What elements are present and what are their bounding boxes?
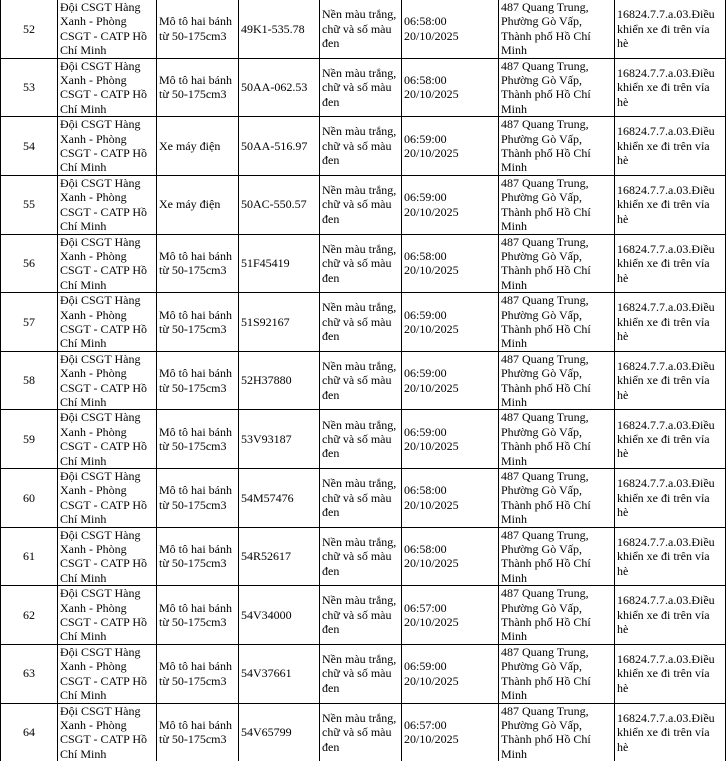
violation-time: 06:59:00 20/10/2025 (402, 117, 499, 176)
row-number: 55 (1, 175, 58, 234)
table-row (1, 703, 726, 761)
table-row (1, 410, 726, 469)
plate-color: Nền màu trắng, chữ và số màu đen (320, 351, 402, 410)
table-row (1, 0, 726, 58)
table-row (1, 234, 726, 293)
vehicle-type: Mô tô hai bánh từ 50-175cm3 (157, 293, 239, 352)
violation-location: 487 Quang Trung, Phường Gò Vấp, Thành phố Hồ Chí Minh (499, 703, 615, 761)
violation-time: 06:58:00 20/10/2025 (402, 234, 499, 293)
violation-time: 06:58:00 20/10/2025 (402, 0, 499, 58)
table-row (1, 175, 726, 234)
violation-location: 487 Quang Trung, Phường Gò Vấp, Thành phố Hồ Chí Minh (499, 527, 615, 586)
row-number: 59 (1, 410, 58, 469)
violation-description: 16824.7.7.a.03.Điều khiển xe đi trên vỉa hè (615, 58, 726, 117)
plate-color: Nền màu trắng, chữ và số màu đen (320, 175, 402, 234)
plate-color: Nền màu trắng, chữ và số màu đen (320, 58, 402, 117)
violation-description: 16824.7.7.a.03.Điều khiển xe đi trên vỉa hè (615, 117, 726, 176)
table-row (1, 586, 726, 645)
plate-color: Nền màu trắng, chữ và số màu đen (320, 234, 402, 293)
issuing-unit: Đội CSGT Hàng Xanh - Phòng CSGT - CATP Hồ Chí Minh (58, 410, 157, 469)
violation-description: 16824.7.7.a.03.Điều khiển xe đi trên vỉa hè (615, 703, 726, 761)
license-plate: 51F45419 (239, 234, 320, 293)
vehicle-type: Mô tô hai bánh từ 50-175cm3 (157, 0, 239, 58)
license-plate: 49K1-535.78 (239, 0, 320, 58)
table-row (1, 117, 726, 176)
issuing-unit: Đội CSGT Hàng Xanh - Phòng CSGT - CATP Hồ Chí Minh (58, 234, 157, 293)
table-row (1, 527, 726, 586)
row-number: 58 (1, 351, 58, 410)
plate-color: Nền màu trắng, chữ và số màu đen (320, 469, 402, 528)
license-plate: 53V93187 (239, 410, 320, 469)
violation-location: 487 Quang Trung, Phường Gò Vấp, Thành phố Hồ Chí Minh (499, 351, 615, 410)
vehicle-type: Xe máy điện (157, 175, 239, 234)
issuing-unit: Đội CSGT Hàng Xanh - Phòng CSGT - CATP Hồ Chí Minh (58, 58, 157, 117)
issuing-unit: Đội CSGT Hàng Xanh - Phòng CSGT - CATP Hồ Chí Minh (58, 469, 157, 528)
violation-description: 16824.7.7.a.03.Điều khiển xe đi trên vỉa hè (615, 644, 726, 703)
row-number: 57 (1, 293, 58, 352)
row-number: 60 (1, 469, 58, 528)
license-plate: 54M57476 (239, 469, 320, 528)
violation-description: 16824.7.7.a.03.Điều khiển xe đi trên vỉa hè (615, 293, 726, 352)
plate-color: Nền màu trắng, chữ và số màu đen (320, 0, 402, 58)
plate-color: Nền màu trắng, chữ và số màu đen (320, 117, 402, 176)
violation-description: 16824.7.7.a.03.Điều khiển xe đi trên vỉa hè (615, 410, 726, 469)
violation-time: 06:57:00 20/10/2025 (402, 703, 499, 761)
plate-color: Nền màu trắng, chữ và số màu đen (320, 644, 402, 703)
license-plate: 50AC-550.57 (239, 175, 320, 234)
vehicle-type: Mô tô hai bánh từ 50-175cm3 (157, 527, 239, 586)
row-number: 53 (1, 58, 58, 117)
plate-color: Nền màu trắng, chữ và số màu đen (320, 703, 402, 761)
issuing-unit: Đội CSGT Hàng Xanh - Phòng CSGT - CATP Hồ Chí Minh (58, 644, 157, 703)
issuing-unit: Đội CSGT Hàng Xanh - Phòng CSGT - CATP Hồ Chí Minh (58, 586, 157, 645)
violation-location: 487 Quang Trung, Phường Gò Vấp, Thành phố Hồ Chí Minh (499, 117, 615, 176)
violation-time: 06:59:00 20/10/2025 (402, 293, 499, 352)
vehicle-type: Mô tô hai bánh từ 50-175cm3 (157, 703, 239, 761)
vehicle-type: Mô tô hai bánh từ 50-175cm3 (157, 644, 239, 703)
vehicle-type: Mô tô hai bánh từ 50-175cm3 (157, 58, 239, 117)
violation-time: 06:59:00 20/10/2025 (402, 644, 499, 703)
vehicle-type: Mô tô hai bánh từ 50-175cm3 (157, 410, 239, 469)
violation-description: 16824.7.7.a.03.Điều khiển xe đi trên vỉa hè (615, 175, 726, 234)
violation-time: 06:59:00 20/10/2025 (402, 351, 499, 410)
table-body (1, 0, 726, 761)
row-number: 54 (1, 117, 58, 176)
vehicle-type: Xe máy điện (157, 117, 239, 176)
issuing-unit: Đội CSGT Hàng Xanh - Phòng CSGT - CATP Hồ Chí Minh (58, 703, 157, 761)
vehicle-type: Mô tô hai bánh từ 50-175cm3 (157, 351, 239, 410)
row-number: 61 (1, 527, 58, 586)
issuing-unit: Đội CSGT Hàng Xanh - Phòng CSGT - CATP Hồ Chí Minh (58, 117, 157, 176)
violation-location: 487 Quang Trung, Phường Gò Vấp, Thành phố Hồ Chí Minh (499, 644, 615, 703)
issuing-unit: Đội CSGT Hàng Xanh - Phòng CSGT - CATP Hồ Chí Minh (58, 527, 157, 586)
license-plate: 52H37880 (239, 351, 320, 410)
vehicle-type: Mô tô hai bánh từ 50-175cm3 (157, 234, 239, 293)
violation-time: 06:59:00 20/10/2025 (402, 410, 499, 469)
plate-color: Nền màu trắng, chữ và số màu đen (320, 586, 402, 645)
license-plate: 50AA-516.97 (239, 117, 320, 176)
violation-time: 06:57:00 20/10/2025 (402, 586, 499, 645)
violation-time: 06:58:00 20/10/2025 (402, 527, 499, 586)
violation-description: 16824.7.7.a.03.Điều khiển xe đi trên vỉa hè (615, 351, 726, 410)
table-row (1, 644, 726, 703)
license-plate: 51S92167 (239, 293, 320, 352)
license-plate: 50AA-062.53 (239, 58, 320, 117)
violation-description: 16824.7.7.a.03.Điều khiển xe đi trên vỉa hè (615, 0, 726, 58)
license-plate: 54V65799 (239, 703, 320, 761)
violation-description: 16824.7.7.a.03.Điều khiển xe đi trên vỉa hè (615, 527, 726, 586)
row-number: 56 (1, 234, 58, 293)
row-number: 62 (1, 586, 58, 645)
plate-color: Nền màu trắng, chữ và số màu đen (320, 527, 402, 586)
table-row (1, 293, 726, 352)
violation-location: 487 Quang Trung, Phường Gò Vấp, Thành phố Hồ Chí Minh (499, 469, 615, 528)
issuing-unit: Đội CSGT Hàng Xanh - Phòng CSGT - CATP Hồ Chí Minh (58, 293, 157, 352)
violation-description: 16824.7.7.a.03.Điều khiển xe đi trên vỉa hè (615, 469, 726, 528)
license-plate: 54R52617 (239, 527, 320, 586)
violation-location: 487 Quang Trung, Phường Gò Vấp, Thành phố Hồ Chí Minh (499, 586, 615, 645)
violation-location: 487 Quang Trung, Phường Gò Vấp, Thành phố Hồ Chí Minh (499, 175, 615, 234)
violation-location: 487 Quang Trung, Phường Gò Vấp, Thành phố Hồ Chí Minh (499, 410, 615, 469)
violation-location: 487 Quang Trung, Phường Gò Vấp, Thành phố Hồ Chí Minh (499, 58, 615, 117)
plate-color: Nền màu trắng, chữ và số màu đen (320, 293, 402, 352)
row-number: 52 (1, 0, 58, 58)
table-row (1, 351, 726, 410)
violation-location: 487 Quang Trung, Phường Gò Vấp, Thành phố Hồ Chí Minh (499, 0, 615, 58)
violation-location: 487 Quang Trung, Phường Gò Vấp, Thành phố Hồ Chí Minh (499, 234, 615, 293)
table-row (1, 58, 726, 117)
violation-time: 06:59:00 20/10/2025 (402, 175, 499, 234)
plate-color: Nền màu trắng, chữ và số màu đen (320, 410, 402, 469)
license-plate: 54V34000 (239, 586, 320, 645)
row-number: 63 (1, 644, 58, 703)
violation-time: 06:58:00 20/10/2025 (402, 58, 499, 117)
issuing-unit: Đội CSGT Hàng Xanh - Phòng CSGT - CATP Hồ Chí Minh (58, 0, 157, 58)
violation-description: 16824.7.7.a.03.Điều khiển xe đi trên vỉa hè (615, 586, 726, 645)
issuing-unit: Đội CSGT Hàng Xanh - Phòng CSGT - CATP Hồ Chí Minh (58, 175, 157, 234)
issuing-unit: Đội CSGT Hàng Xanh - Phòng CSGT - CATP Hồ Chí Minh (58, 351, 157, 410)
license-plate: 54V37661 (239, 644, 320, 703)
row-number: 64 (1, 703, 58, 761)
violation-time: 06:58:00 20/10/2025 (402, 469, 499, 528)
violation-description: 16824.7.7.a.03.Điều khiển xe đi trên vỉa hè (615, 234, 726, 293)
table-row (1, 469, 726, 528)
vehicle-type: Mô tô hai bánh từ 50-175cm3 (157, 586, 239, 645)
violation-location: 487 Quang Trung, Phường Gò Vấp, Thành phố Hồ Chí Minh (499, 293, 615, 352)
vehicle-type: Mô tô hai bánh từ 50-175cm3 (157, 469, 239, 528)
